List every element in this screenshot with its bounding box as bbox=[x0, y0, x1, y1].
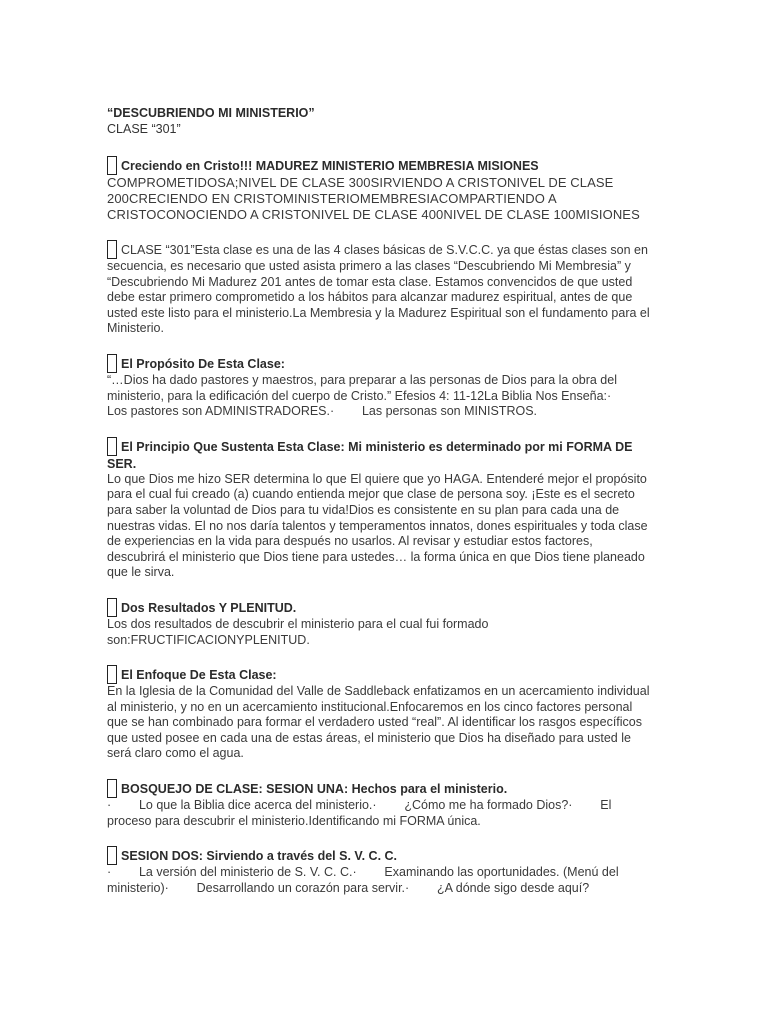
section-body: COMPROMETIDOSA;NIVEL DE CLASE 300SIRVIENDO A CRISTONIVEL DE CLASE 200CRECIENDO EN CRISTOMINISTERIOMEMBRESIACOMPARTIENDO A CRISTOCONOCIENDO A CRISTONIVEL DE CLASE 400NIVEL DE CLASE 100MISIONES bbox=[107, 175, 640, 222]
checkbox-icon bbox=[107, 240, 117, 259]
checkbox-icon bbox=[107, 846, 117, 865]
section-heading: Creciendo en Cristo!!! MADUREZ MINISTERIO MEMBRESIA MISIONES bbox=[107, 156, 652, 175]
section-creciendo bbox=[107, 156, 652, 223]
section-heading: El Principio Que Sustenta Esta Clase: Mi ministerio es determinado por mi FORMA DE SER. bbox=[107, 437, 652, 472]
checkbox-icon bbox=[107, 598, 117, 617]
section-body: · La versión del ministerio de S. V. C. C.· Examinando las oportunidades. (Menú del ministerio)· Desarrollando un corazón para servir.· ¿A dónde sigo desde aquí? bbox=[107, 865, 623, 895]
section-body: Los dos resultados de descubrir el ministerio para el cual fui formado son:FRUCTIFICACIONYPLENITUD. bbox=[107, 616, 492, 647]
section-sesion-dos bbox=[107, 846, 652, 896]
section-enfoque bbox=[107, 665, 652, 762]
section-heading: SESION DOS: Sirviendo a través del S. V. C. C. bbox=[107, 846, 652, 865]
section-heading: Dos Resultados Y PLENITUD. bbox=[107, 598, 652, 617]
section-resultados bbox=[107, 598, 652, 648]
section-heading: El Propósito De Esta Clase: bbox=[107, 354, 652, 373]
document-page bbox=[107, 105, 652, 913]
section-bosquejo bbox=[107, 779, 652, 829]
section-body: CLASE “301”Esta clase es una de las 4 clases básicas de S.V.C.C. ya que éstas clases son en secuencia, es necesario que usted asista primero a las clases “Descubriendo Mi Membresia” y “Descubriendo Mi Madurez 201 antes de tomar esta clase. Estamos convencidos de que usted debe estar primero comprometido a los hábitos para alcanzar madurez espiritual, antes de que usted este listo para el ministerio.La Membresia y la Madurez Espiritual son el fundamento para el Ministerio. bbox=[107, 240, 652, 337]
checkbox-icon bbox=[107, 437, 117, 456]
checkbox-icon bbox=[107, 156, 117, 175]
section-proposito bbox=[107, 354, 652, 420]
section-body: · Lo que la Biblia dice acerca del ministerio.· ¿Cómo me ha formado Dios?· El proceso para descubrir el ministerio.Identificando mi FORMA única. bbox=[107, 798, 615, 828]
checkbox-icon bbox=[107, 779, 117, 798]
section-heading: BOSQUEJO DE CLASE: SESION UNA: Hechos para el ministerio. bbox=[107, 779, 652, 798]
document-title: “DESCUBRIENDO MI MINISTERIO” bbox=[107, 106, 315, 120]
section-body: Lo que Dios me hizo SER determina lo que El quiere que yo HAGA. Entenderé mejor el propósito para el cual fui creado (a) cuando entienda mejor que clase de persona soy. ¡Este es el secreto para saber la voluntad de Dios para tu vida!Dios es consistente en su plan para cada una de nuestras vidas. El no nos daría talentos y temperamentos innatos, dones espirituales y toda clase de experiencias en la vida para después no usarlos. Al revisar y estudiar estos factores, descubrirá el ministerio que Dios tiene para ustedes… la forma única en que Dios tiene planeado que le sirva. bbox=[107, 471, 652, 580]
section-principio bbox=[107, 437, 652, 581]
section-clase-301 bbox=[107, 240, 652, 337]
section-heading: El Enfoque De Esta Clase: bbox=[107, 665, 652, 684]
document-subtitle: CLASE “301” bbox=[107, 122, 181, 136]
checkbox-icon bbox=[107, 665, 117, 684]
section-body: En la Iglesia de la Comunidad del Valle de Saddleback enfatizamos en un acercamiento individual al ministerio, y no en un acercamiento institucional.Enfocaremos en los cinco factores personal que se han combinado para formar el verdadero usted “real”. Al identificar los rasgos específicos que usted posee en cada una de estas áreas, el ministerio que Dios ha diseñado para usted le será claro como el agua. bbox=[107, 684, 653, 761]
checkbox-icon bbox=[107, 354, 117, 373]
section-body: “…Dios ha dado pastores y maestros, para preparar a las personas de Dios para la obra del ministerio, para la edificación del cuerpo de Cristo.” Efesios 4: 11-12La Biblia Nos Enseña:· Los pastores son ADMINISTRADORES.· Las personas son MINISTROS. bbox=[107, 372, 639, 419]
